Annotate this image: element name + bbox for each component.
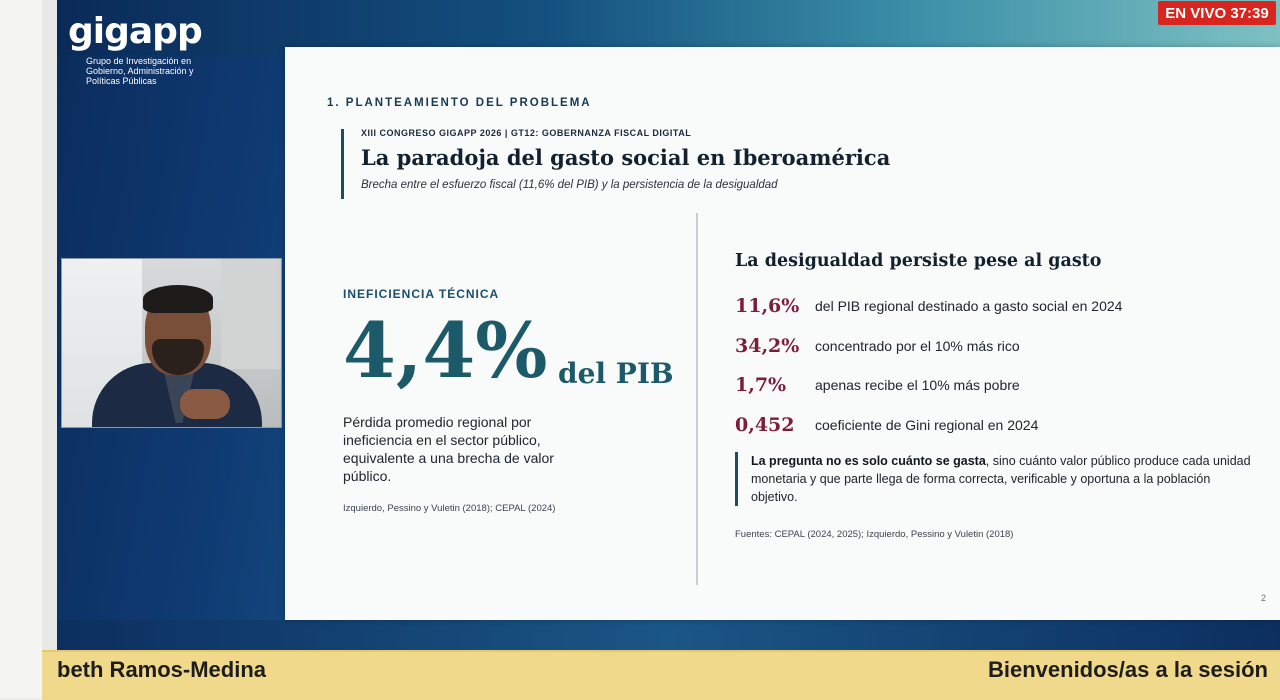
- left-margin-strip: [42, 0, 57, 698]
- header-accent-bar: [341, 129, 344, 199]
- section-heading: 1. PLANTEAMIENTO DEL PROBLEMA: [327, 97, 592, 109]
- stat-label: coeficiente de Gini regional en 2024: [815, 417, 1039, 433]
- right-source: Fuentes: CEPAL (2024, 2025); Izquierdo, Pessino y Vuletin (2018): [735, 529, 1014, 540]
- slide-page-number: 2: [1261, 593, 1267, 603]
- stat-row: [735, 374, 1020, 396]
- left-margin: [0, 0, 42, 698]
- inequality-heading: La desigualdad persiste pese al gasto: [735, 251, 1102, 271]
- quote-rest: , sino cuánto valor público produce cada unidad monetaria y que parte llega de forma correcta, verificable y oportuna a la población objetivo.: [751, 454, 1251, 504]
- logo-subtitle: Grupo de Investigación en Gobierno, Administración y Políticas Públicas: [86, 56, 194, 86]
- slide-title: La paradoja del gasto social en Iberoamérica: [361, 145, 891, 170]
- speaker-webcam: [61, 258, 282, 428]
- speaker-hands: [180, 389, 230, 419]
- presentation-slide: [285, 47, 1280, 620]
- webcam-shelf-bg: [221, 259, 281, 369]
- stat-label: del PIB regional destinado a gasto social en 2024: [815, 298, 1123, 314]
- quote-bold: La pregunta no es solo cuánto se gasta: [751, 454, 986, 468]
- live-badge: EN VIVO 37:39: [1158, 1, 1276, 25]
- column-divider: [696, 213, 698, 585]
- stat-value: 11,6%: [735, 295, 800, 317]
- congress-label: XIII CONGRESO GIGAPP 2026 | GT12: GOBERNANZA FISCAL DIGITAL: [361, 128, 692, 138]
- gigapp-logo: [68, 11, 216, 86]
- stat-value: 0,452: [735, 414, 795, 436]
- slide-subtitle: Brecha entre el esfuerzo fiscal (11,6% del PIB) y la persistencia de la desigualdad: [361, 179, 778, 191]
- stat-row: [735, 414, 1038, 436]
- stat-value: 34,2%: [735, 335, 800, 357]
- stat-label: apenas recibe el 10% más pobre: [815, 377, 1020, 393]
- big-statistic-value: 4,4%: [343, 306, 548, 395]
- big-statistic-unit: del PIB: [558, 357, 674, 390]
- left-source: Izquierdo, Pessino y Vuletin (2018); CEPAL (2024): [343, 503, 556, 514]
- lower-third-message: Bienvenidos/as a la sesión: [987, 657, 1268, 682]
- stat-value: 1,7%: [735, 374, 787, 396]
- stat-row: [735, 295, 1122, 317]
- inefficiency-description: Pérdida promedio regional por ineficiencia en el sector público, equivalente a una brecha de valor público.: [343, 414, 554, 484]
- stat-row: [735, 335, 1020, 357]
- logo-wordmark: gigapp: [68, 11, 202, 52]
- lower-third-speaker-name: beth Ramos-Medina: [57, 657, 267, 682]
- stat-label: concentrado por el 10% más rico: [815, 338, 1020, 354]
- key-question-quote: [735, 452, 1251, 506]
- bottom-band: [57, 620, 1280, 650]
- inefficiency-label: INEFICIENCIA TÉCNICA: [343, 287, 500, 301]
- speaker-hair: [143, 285, 213, 313]
